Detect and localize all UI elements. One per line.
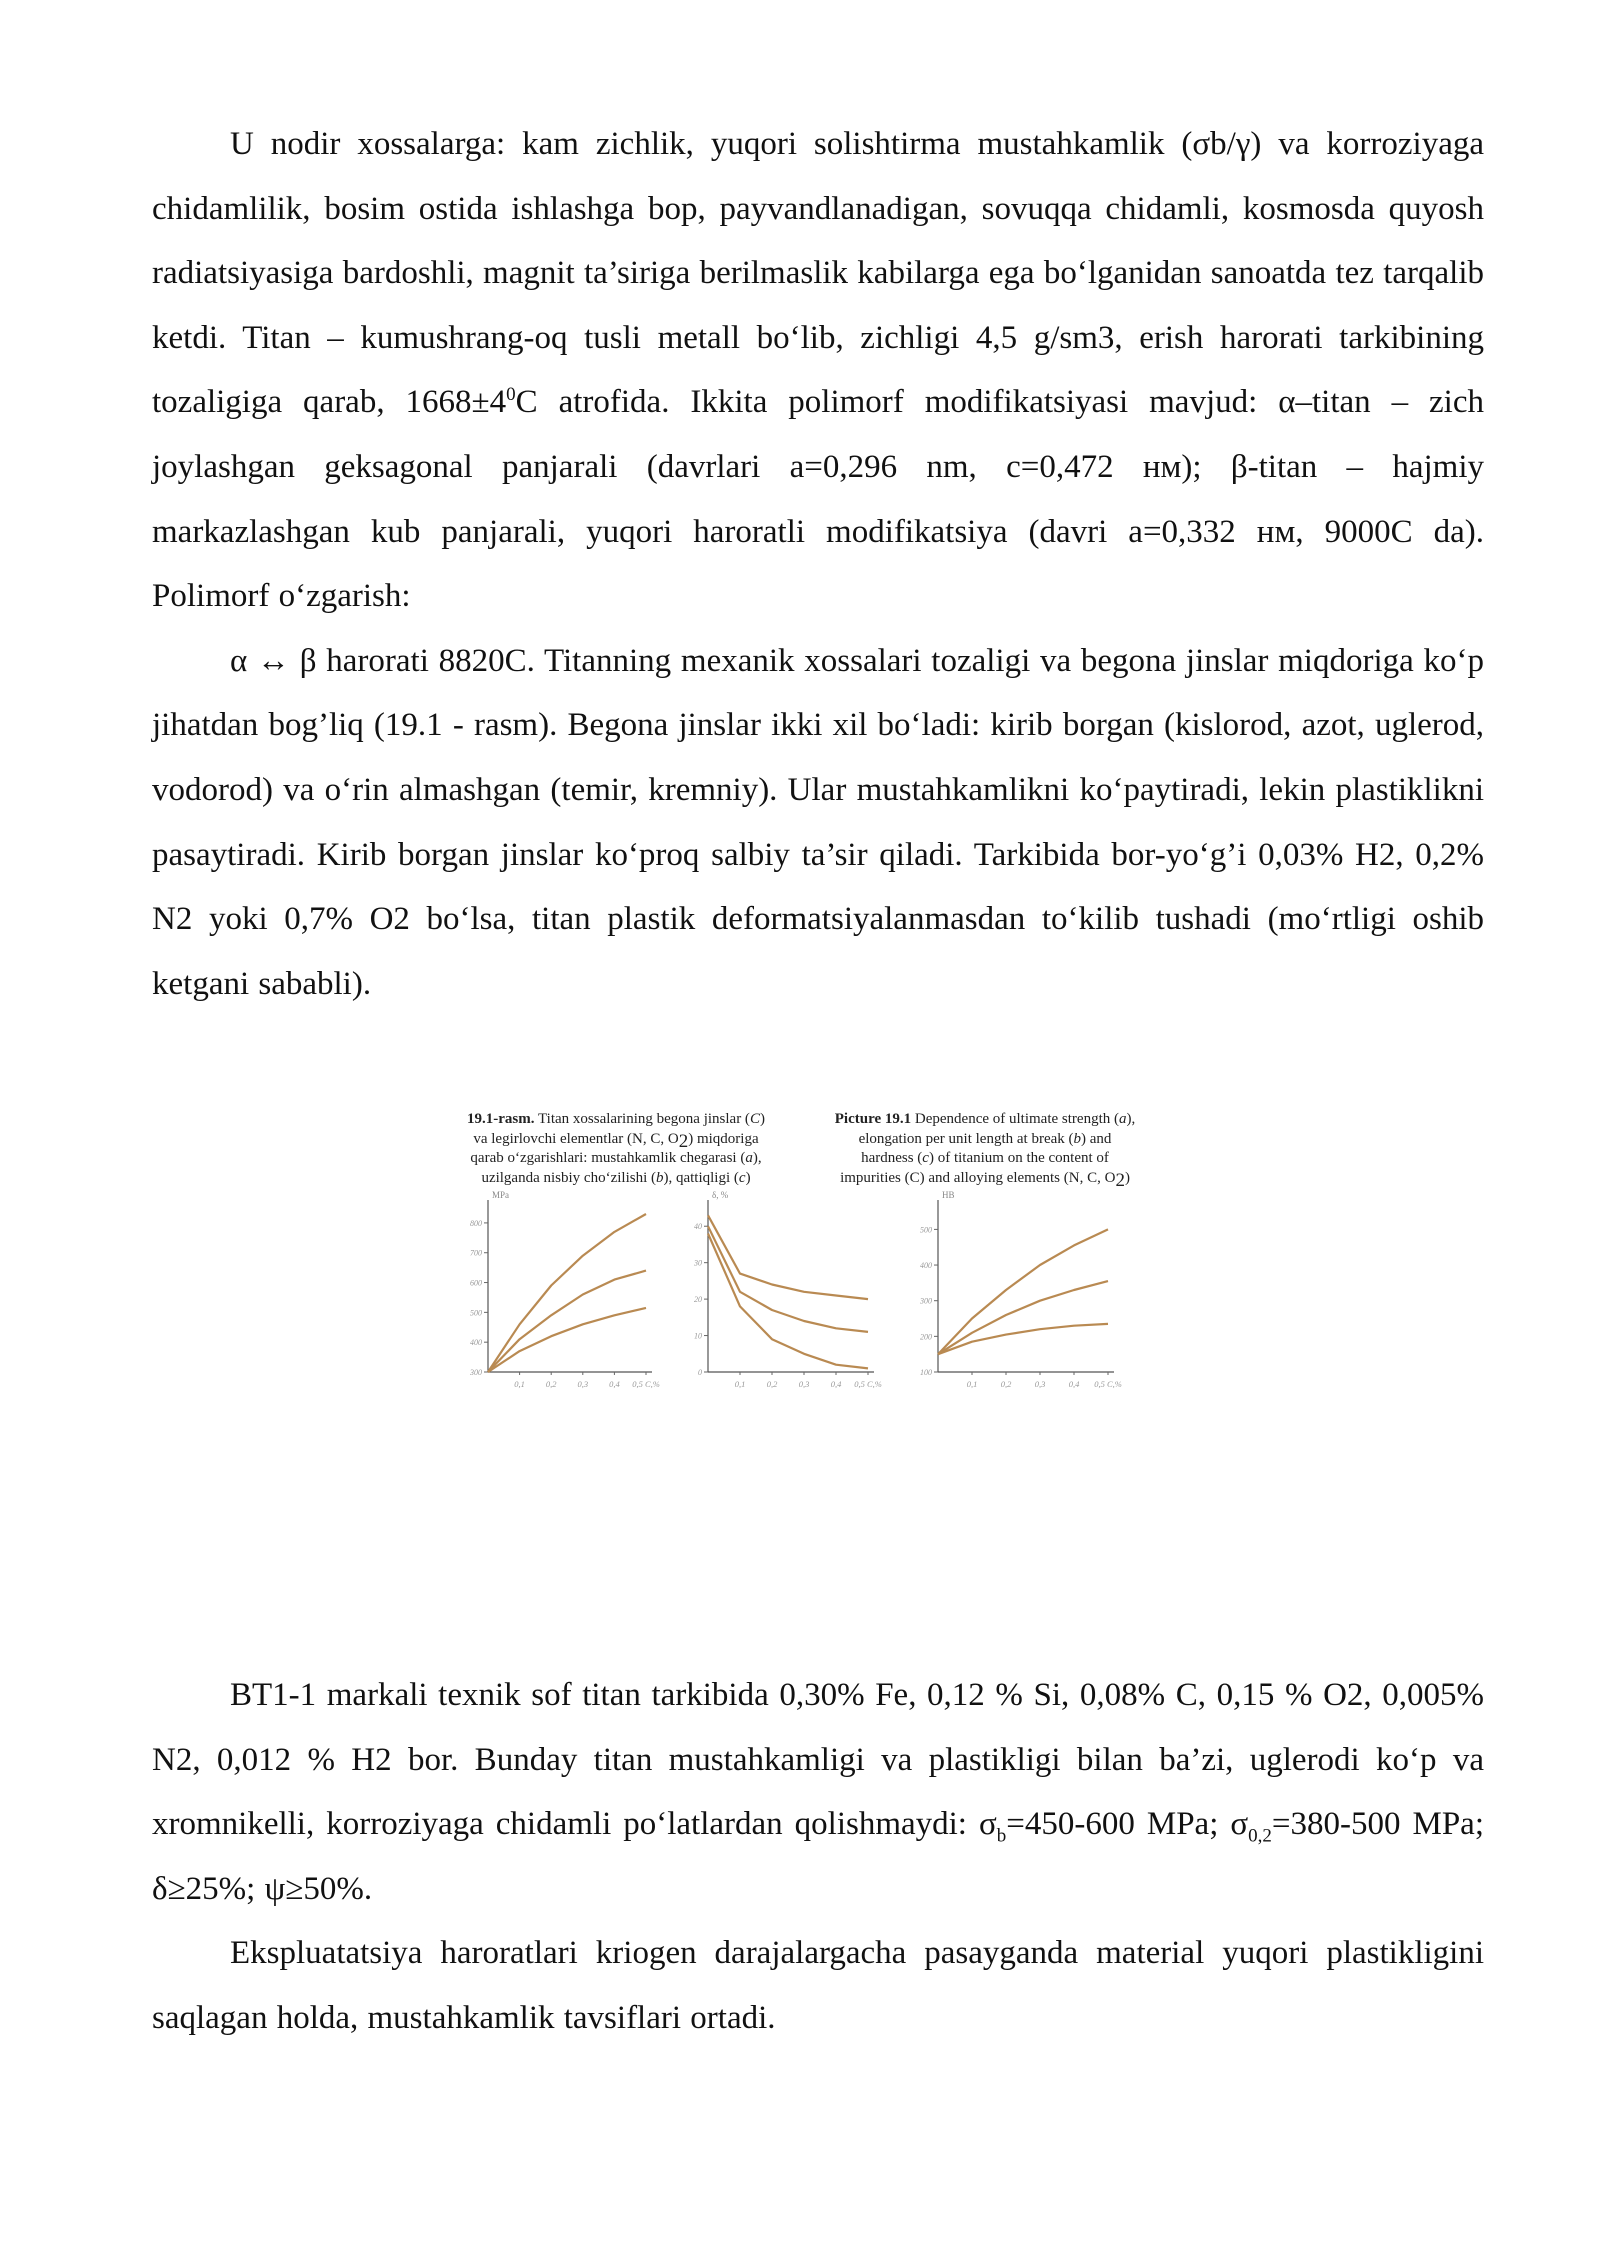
series-line-3	[488, 1308, 646, 1372]
caption-text: c	[922, 1150, 929, 1166]
caption-text: c	[738, 1169, 746, 1186]
y-tick-label: 40	[694, 1222, 702, 1232]
document-page	[152, 112, 1484, 1016]
y-tick-label: 400	[470, 1338, 482, 1348]
y-tick-label: 700	[470, 1248, 482, 1258]
paragraph-3	[152, 1663, 1484, 1921]
y-tick-label: 500	[470, 1308, 482, 1318]
x-tick-label: 0,3	[798, 1379, 810, 1389]
caption-text: hardness (	[861, 1150, 923, 1166]
y-axis-label: δ, %	[712, 1190, 729, 1200]
x-tick-label: 0,5 C,%	[854, 1379, 882, 1389]
paragraph-3-text: BT1-1 markali texnik sof titan tarkibida 0,30% Fe, 0,12 % Si, 0,08% C, 0,15 % O2, 0,005% N2, 0,012 % H2 bor. Bunday titan mustahkamligi va plastikligi bilan ba’zi, uglerodi ko‘p va xromnikelli, korroziyaga chidamli po‘latlardan qolishmaydi: σ	[152, 1677, 1484, 1843]
degree-superscript: 0	[506, 384, 516, 406]
paragraph-3-text: =450-600 MPa; σ	[1006, 1806, 1249, 1843]
y-tick-label: 500	[920, 1225, 932, 1235]
series-line-3	[708, 1234, 868, 1369]
caption-text: ),	[1126, 1111, 1136, 1127]
series-line-1	[938, 1229, 1108, 1354]
paragraph-1-text: U nodir xossalarga: kam zichlik, yuqori solishtirma mustahkamlik (σb/γ) va korroziyaga chidamlilik, bosim ostida ishlashga bop, payvandlanadigan, sovuqqa chidamli, kosmosda quyosh radiatsiyasiga bardoshli, magnit ta’siriga berilmaslik kabilarga ega bo‘lganidan sanoatda tez tarqalib ketdi. Titan – kumushrang-oq tusli metall bo‘lib, zichligi 4,5 g/sm3, erish harorati tarkibining tozaligiga qarab, 1668±4	[152, 126, 1484, 421]
y-axis-label: MPa	[492, 1190, 510, 1200]
caption-text: va legirlovchi elementlar (N, C, O	[473, 1130, 679, 1147]
y-tick-label: 300	[470, 1368, 482, 1377]
caption-text: elongation per unit length at break (	[858, 1130, 1074, 1147]
figure-19-1	[436, 1110, 1164, 1410]
caption-text: ) and	[1081, 1130, 1112, 1147]
sigma-subscript: b	[996, 1825, 1007, 1847]
caption-text: ) miqdoriga	[688, 1130, 759, 1147]
x-tick-label: 0,3	[577, 1379, 589, 1389]
caption-text: C	[749, 1111, 760, 1127]
paragraph-2: α ↔ β harorati 8820C. Titanning mexanik xossalari tozaligi va begona jinslar miqdoriga ko‘p jihatdan bog’liq (19.1 - rasm). Begona jinslar ikki xil bo‘ladi: kirib borgan (kislorod, azot, uglerod, vodorod) va o‘rin almashgan (temir, kremniy). Ular mustahkamlikni ko‘paytiradi, lekin plastiklikni pasaytiradi. Kirib borgan jinslar ko‘proq salbiy ta’sir qiladi. Tarkibida bor-yo‘g’i 0,03% H2, 0,2% N2 yoki 0,7% O2 bo‘lsa, titan plastik deformatsiyalanmasdan to‘kilib tushadi (mo‘rtligi oshib ketgani sababli).	[152, 642, 1484, 1002]
caption-label: 19.1-rasm.	[467, 1111, 535, 1127]
x-tick-label: 0,4	[609, 1379, 620, 1389]
x-tick-label: 0,3	[1034, 1379, 1046, 1389]
x-tick-label: 0,2	[545, 1379, 557, 1389]
x-tick-label: 0,2	[766, 1379, 778, 1389]
caption-text: )	[1124, 1169, 1130, 1186]
figure-charts	[436, 1110, 1164, 1410]
caption-text: ), qattiqligi (	[663, 1169, 739, 1186]
y-tick-label: 800	[470, 1218, 482, 1228]
x-tick-label: 0,5 C,%	[632, 1379, 660, 1389]
y-tick-label: 100	[920, 1368, 932, 1377]
lower-text	[152, 1663, 1484, 2051]
x-tick-label: 0,1	[734, 1379, 746, 1389]
y-tick-label: 600	[470, 1278, 482, 1288]
y-tick-label: 300	[920, 1296, 932, 1306]
series-line-2	[708, 1226, 868, 1332]
y-tick-label: 200	[920, 1332, 932, 1342]
caption-text: ) of titanium on the content of	[928, 1150, 1109, 1166]
caption-text: Dependence of ultimate strength (	[911, 1111, 1119, 1127]
x-tick-label: 0,1	[966, 1379, 978, 1389]
y-tick-label: 30	[694, 1258, 702, 1268]
series-line-2	[938, 1281, 1108, 1354]
caption-label: Picture 19.1	[834, 1111, 912, 1127]
y-tick-label: 10	[694, 1331, 702, 1341]
caption-text: 2	[678, 1130, 689, 1152]
y-axis-label: HB	[942, 1190, 955, 1200]
paragraph-1	[152, 112, 1484, 629]
caption-text: impurities (C) and alloying elements (N, C, O	[840, 1169, 1116, 1186]
x-tick-label: 0,5 C,%	[1094, 1379, 1122, 1389]
caption-text: 2	[1115, 1169, 1125, 1191]
x-tick-label: 0,4	[830, 1379, 842, 1389]
x-tick-label: 0,2	[1000, 1379, 1012, 1389]
y-tick-label: 400	[920, 1261, 932, 1271]
y-tick-label: 20	[694, 1295, 702, 1305]
paragraph-4: Ekspluatatsiya haroratlari kriogen darajalargacha pasayganda material yuqori plastikligini saqlagan holda, mustahkamlik tavsiflari ortadi.	[152, 1935, 1484, 2036]
paragraph-1-tail: C atrofida. Ikkita polimorf modifikatsiyasi mavjud: α–titan – zich joylashgan geksagonal panjarali (davrlari a=0,296 nm, c=0,472 нм); β-titan – hajmiy markazlashgan kub panjarali, yuqori haroratli modifikatsiya (davri a=0,332 нм, 9000C da). Polimorf o‘zgarish:	[152, 384, 1484, 615]
y-tick-label: 0	[698, 1368, 702, 1377]
sigma-subscript: 0,2	[1248, 1825, 1272, 1847]
caption-text: )	[759, 1111, 765, 1127]
caption-text: b	[1073, 1130, 1082, 1147]
x-tick-label: 0,1	[514, 1379, 525, 1389]
caption-text: b	[655, 1169, 664, 1186]
paragraph-3-text: =380-500 MPa; δ≥25%; ψ≥50%.	[152, 1806, 1484, 1907]
caption-text: ),	[752, 1150, 762, 1166]
caption-text: qarab o‘zgarishlari: mustahkamlik chegarasi (	[470, 1150, 746, 1166]
x-tick-label: 0,4	[1068, 1379, 1080, 1389]
caption-text: )	[745, 1169, 751, 1186]
caption-text: uzilganda nisbiy cho‘zilishi (	[481, 1169, 656, 1186]
caption-text: a	[1118, 1111, 1127, 1127]
caption-text: a	[745, 1150, 753, 1166]
caption-text: Titan xossalarining begona jinslar (	[534, 1111, 750, 1127]
